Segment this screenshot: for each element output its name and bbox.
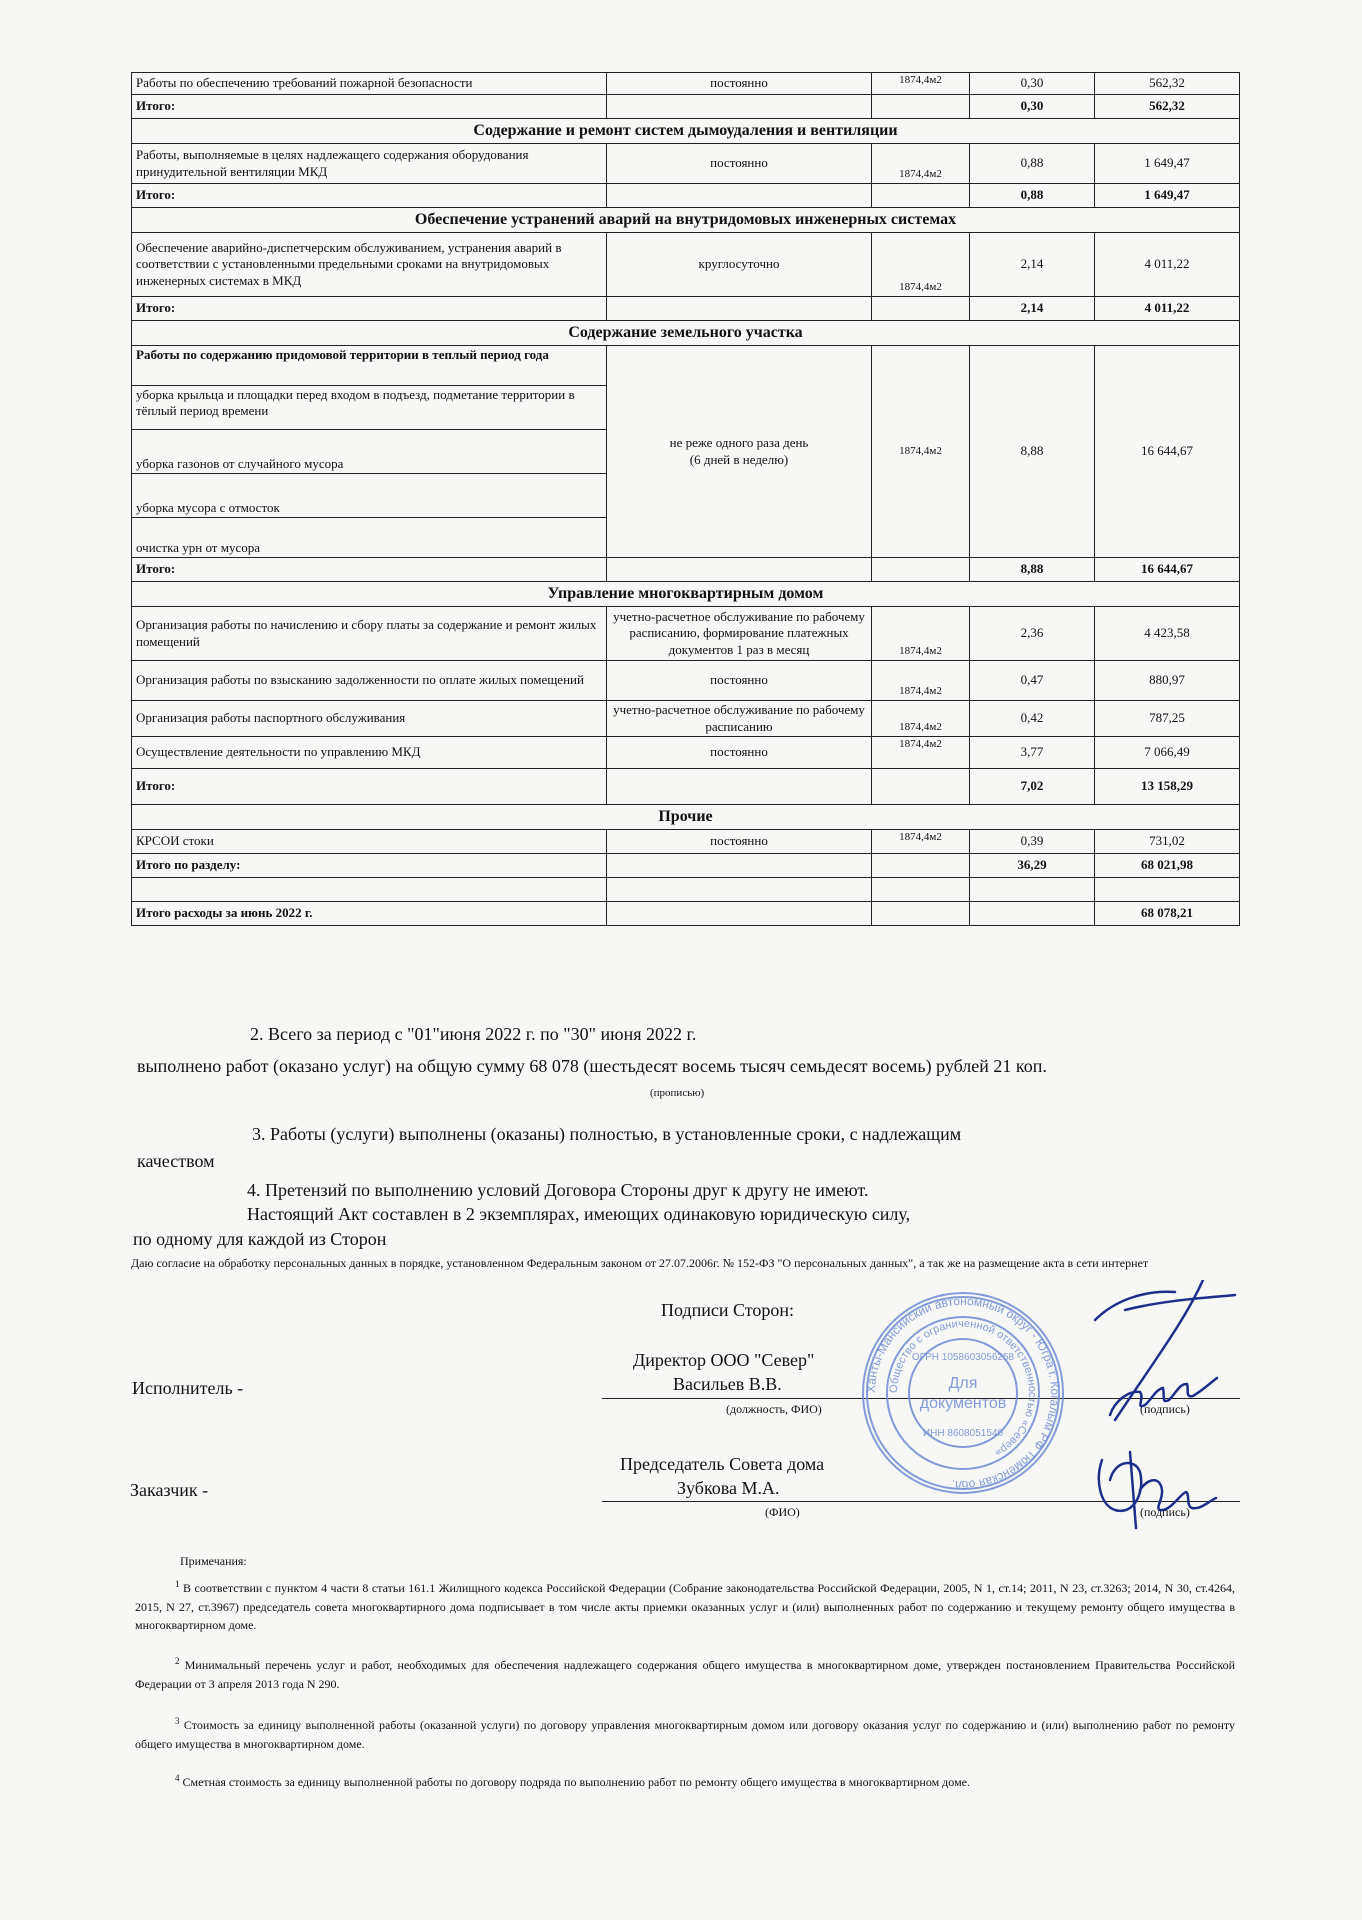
table-row — [132, 233, 1240, 297]
total-blank — [607, 854, 872, 878]
total-blank — [872, 769, 970, 805]
customer-label: Заказчик - — [130, 1480, 209, 1500]
total-blank — [872, 95, 970, 119]
table-row — [132, 854, 1240, 878]
executor-sign-caption: (подпись) — [1140, 1402, 1190, 1416]
total-blank — [607, 184, 872, 208]
total-blank — [872, 297, 970, 321]
total-rate — [970, 902, 1095, 926]
total-rate: 8,88 — [970, 558, 1095, 582]
service-sum: 4 423,58 — [1095, 607, 1240, 661]
note-item — [135, 1772, 1235, 1792]
service-period: постоянно — [607, 73, 872, 95]
service-rate: 3,77 — [970, 737, 1095, 769]
service-area: 1874,4м2 — [872, 233, 970, 297]
section-title: Прочие — [132, 805, 1240, 830]
total-label: Итого: — [132, 95, 607, 119]
total-rate: 0,30 — [970, 95, 1095, 119]
land-rate: 8,88 — [970, 346, 1095, 558]
total-sum: 68 078,21 — [1095, 902, 1240, 926]
service-area: 1874,4м2 — [872, 830, 970, 854]
note-number: 4 — [175, 1773, 180, 1783]
table-row — [132, 144, 1240, 184]
executor-label: Исполнитель - — [132, 1378, 244, 1398]
total-blank — [872, 854, 970, 878]
total-sum: 562,32 — [1095, 95, 1240, 119]
table-row — [132, 607, 1240, 661]
total-blank — [607, 902, 872, 926]
land-item: уборка крыльца и площадки перед входом в подъезд, подметание территории в тёплый период времени — [132, 386, 607, 430]
service-rate: 0,47 — [970, 661, 1095, 701]
land-subheader: Работы по содержанию придомовой территории в теплый период года — [132, 346, 607, 386]
stamp-ogrn: ОГРН 1058603056258 — [911, 1352, 1015, 1363]
service-sum: 7 066,49 — [1095, 737, 1240, 769]
para-2: 2. Всего за период с "01"июня 2022 г. по "30" июня 2022 г. — [250, 1024, 697, 1044]
section-title: Содержание и ремонт систем дымоудаления и вентиляции — [132, 119, 1240, 144]
total-label: Итого: — [132, 297, 607, 321]
land-item: уборка газонов от случайного мусора — [132, 430, 607, 474]
service-rate: 0,88 — [970, 144, 1095, 184]
section-title: Обеспечение устранений аварий на внутридомовых инженерных системах — [132, 208, 1240, 233]
total-blank — [607, 558, 872, 582]
stamp-center-1: Для — [948, 1375, 978, 1392]
total-blank — [872, 902, 970, 926]
para-3: 3. Работы (услуги) выполнены (оказаны) полностью, в установленные сроки, с надлежащим — [252, 1124, 962, 1144]
land-item: очистка урн от мусора — [132, 518, 607, 558]
note-text: Стоимость за единицу выполненной работы (оказанной услуги) по договору управления многоквартирным домом или договору оказания услуг по содержанию и (или) выполнению работ по ремонту общего имущества в многоквартирном доме. — [135, 1718, 1235, 1751]
customer-signature — [1090, 1450, 1220, 1530]
service-name: Осуществление деятельности по управлению МКД — [132, 737, 607, 769]
para-5: Настоящий Акт составлен в 2 экземплярах, имеющих одинаковую юридическую силу, — [247, 1204, 911, 1224]
note-item — [135, 1655, 1235, 1693]
table-row — [132, 184, 1240, 208]
company-stamp — [858, 1288, 1068, 1498]
service-rate: 0,39 — [970, 830, 1095, 854]
service-name: Организация работы по начислению и сбору платы за содержание и ремонт жилых помещений — [132, 607, 607, 661]
service-area: 1874,4м2 — [872, 144, 970, 184]
notes-heading: Примечания: — [180, 1554, 247, 1568]
service-rate: 0,30 — [970, 73, 1095, 95]
table-row — [132, 830, 1240, 854]
para-2-sum: выполнено работ (оказано услуг) на общую сумму 68 078 (шестьдесят восемь тысяч семьдесят восемь) рублей 21 коп. — [137, 1056, 1047, 1076]
total-sum: 68 021,98 — [1095, 854, 1240, 878]
table-row — [132, 346, 1240, 386]
note-text: Минимальный перечень услуг и работ, необходимых для обеспечения надлежащего содержания общего имущества в многоквартирном доме, утвержден постановлением Правительства Российской Федерации от 3 апреля 2013 года N 290. — [135, 1658, 1235, 1691]
total-sum: 13 158,29 — [1095, 769, 1240, 805]
table-row — [132, 769, 1240, 805]
empty-cell — [132, 878, 607, 902]
total-rate: 2,14 — [970, 297, 1095, 321]
total-blank — [872, 184, 970, 208]
signatures-heading: Подписи Сторон: — [661, 1300, 795, 1320]
service-rate: 0,42 — [970, 701, 1095, 737]
service-area: 1874,4м2 — [872, 737, 970, 769]
stamp-inner-text: Общество с ограниченной ответственностью «Север» — [887, 1317, 1039, 1459]
table-row — [132, 902, 1240, 926]
customer-caption: (ФИО) — [765, 1505, 800, 1519]
service-period: постоянно — [607, 144, 872, 184]
stamp-center-2: документов — [919, 1395, 1007, 1412]
section-title: Управление многоквартирным домом — [132, 582, 1240, 607]
table-row — [132, 208, 1240, 233]
propisyu-caption: (прописью) — [650, 1087, 705, 1099]
executor-signature — [1085, 1280, 1245, 1430]
service-name: Работы, выполняемые в целях надлежащего содержания оборудования принудительной вентиляции МКД — [132, 144, 607, 184]
service-rate: 2,14 — [970, 233, 1095, 297]
empty-cell — [1095, 878, 1240, 902]
service-period: постоянно — [607, 830, 872, 854]
note-number: 1 — [175, 1579, 180, 1589]
total-blank — [872, 558, 970, 582]
customer-position: Председатель Совета дома — [620, 1454, 825, 1474]
para-4: 4. Претензий по выполнению условий Договора Стороны друг к другу не имеют. — [247, 1180, 869, 1200]
total-rate: 0,88 — [970, 184, 1095, 208]
service-sum: 787,25 — [1095, 701, 1240, 737]
empty-cell — [872, 878, 970, 902]
service-period: постоянно — [607, 661, 872, 701]
table-row — [132, 661, 1240, 701]
land-area: 1874,4м2 — [872, 346, 970, 558]
service-name: Работы по обеспечению требований пожарной безопасности — [132, 73, 607, 95]
total-label: Итого по разделу: — [132, 854, 607, 878]
table-row — [132, 558, 1240, 582]
stamp-inn: ИНН 8608051540 — [922, 1428, 1004, 1439]
land-sum: 16 644,67 — [1095, 346, 1240, 558]
note-text: Сметная стоимость за единицу выполненной работы по договору подряда по выполнению работ по ремонту общего имущества в многоквартирном доме. — [179, 1775, 970, 1789]
service-name: КРСОИ стоки — [132, 830, 607, 854]
table-row — [132, 737, 1240, 769]
table-row — [132, 878, 1240, 902]
total-label: Итого расходы за июнь 2022 г. — [132, 902, 607, 926]
service-period: учетно-расчетное обслуживание по рабочему расписанию, формирование платежных документов 1 раз в месяц — [607, 607, 872, 661]
empty-cell — [970, 878, 1095, 902]
executor-position: Директор ООО "Север" — [633, 1350, 815, 1370]
total-sum: 1 649,47 — [1095, 184, 1240, 208]
note-text: В соответствии с пунктом 4 части 8 статьи 161.1 Жилищного кодекса Российской Федерации (Собрание законодательства Российской Федерации, 2005, N 1, ст.14; 2011, N 23, ст.3263; 2014, N 30, ст.4264, 2015, N 27, ст.3967) председатель совета многоквартирного дома подписывает в том числе акты приемки оказанных услуг и (или) выполненных работ по содержанию и текущему ремонту общего имущества в многоквартирном доме. — [135, 1581, 1235, 1633]
services-table — [131, 72, 1240, 926]
total-blank — [607, 297, 872, 321]
table-row — [132, 297, 1240, 321]
empty-cell — [607, 878, 872, 902]
service-period: учетно-расчетное обслуживание по рабочему расписанию — [607, 701, 872, 737]
service-sum: 562,32 — [1095, 73, 1240, 95]
land-period: не реже одного раза день (6 дней в неделю) — [607, 346, 872, 558]
consent-text: Даю согласие на обработку персональных данных в порядке, установленном Федеральным законом от 27.07.2006г. № 152-ФЗ "О персональных данных", а так же на размещение акта в сети интернет — [131, 1256, 1149, 1270]
service-area: 1874,4м2 — [872, 661, 970, 701]
table-row — [132, 95, 1240, 119]
executor-name: Васильев В.В. — [673, 1374, 782, 1394]
executor-caption: (должность, ФИО) — [726, 1402, 822, 1416]
total-label: Итого: — [132, 184, 607, 208]
table-row — [132, 582, 1240, 607]
service-name: Организация работы по взысканию задолженности по оплате жилых помещений — [132, 661, 607, 701]
total-rate: 7,02 — [970, 769, 1095, 805]
para-5-cont: по одному для каждой из Сторон — [133, 1229, 387, 1249]
note-number: 2 — [175, 1656, 180, 1666]
service-rate: 2,36 — [970, 607, 1095, 661]
note-item — [135, 1578, 1235, 1635]
service-name: Организация работы паспортного обслуживания — [132, 701, 607, 737]
table-row — [132, 119, 1240, 144]
para-3-cont: качеством — [137, 1151, 215, 1171]
note-number: 3 — [175, 1716, 180, 1726]
land-item: уборка мусора с отмосток — [132, 474, 607, 518]
service-area: 1874,4м2 — [872, 607, 970, 661]
table-row — [132, 805, 1240, 830]
service-area: 1874,4м2 — [872, 73, 970, 95]
total-sum: 4 011,22 — [1095, 297, 1240, 321]
section-title: Содержание земельного участка — [132, 321, 1240, 346]
service-sum: 1 649,47 — [1095, 144, 1240, 184]
note-item — [135, 1715, 1235, 1753]
service-area: 1874,4м2 — [872, 701, 970, 737]
total-blank — [607, 95, 872, 119]
customer-sign-caption: (подпись) — [1140, 1505, 1190, 1519]
total-blank — [607, 769, 872, 805]
table-row — [132, 73, 1240, 95]
service-name: Обеспечение аварийно-диспетчерским обслуживанием, устранения аварий в соответствии с установленными предельными сроками на внутридомовых инженерных системах в МКД — [132, 233, 607, 297]
table-row — [132, 701, 1240, 737]
stamp-ring-text: Ханты-Мансийский автономный округ - Югра г. Когалым РФ Тюменская обл. — [863, 1293, 1063, 1493]
total-label: Итого: — [132, 769, 607, 805]
service-sum: 731,02 — [1095, 830, 1240, 854]
service-period: круглосуточно — [607, 233, 872, 297]
total-label: Итого: — [132, 558, 607, 582]
customer-name: Зубкова М.А. — [677, 1478, 780, 1498]
total-sum: 16 644,67 — [1095, 558, 1240, 582]
service-sum: 880,97 — [1095, 661, 1240, 701]
service-period: постоянно — [607, 737, 872, 769]
total-rate: 36,29 — [970, 854, 1095, 878]
service-sum: 4 011,22 — [1095, 233, 1240, 297]
table-row — [132, 321, 1240, 346]
